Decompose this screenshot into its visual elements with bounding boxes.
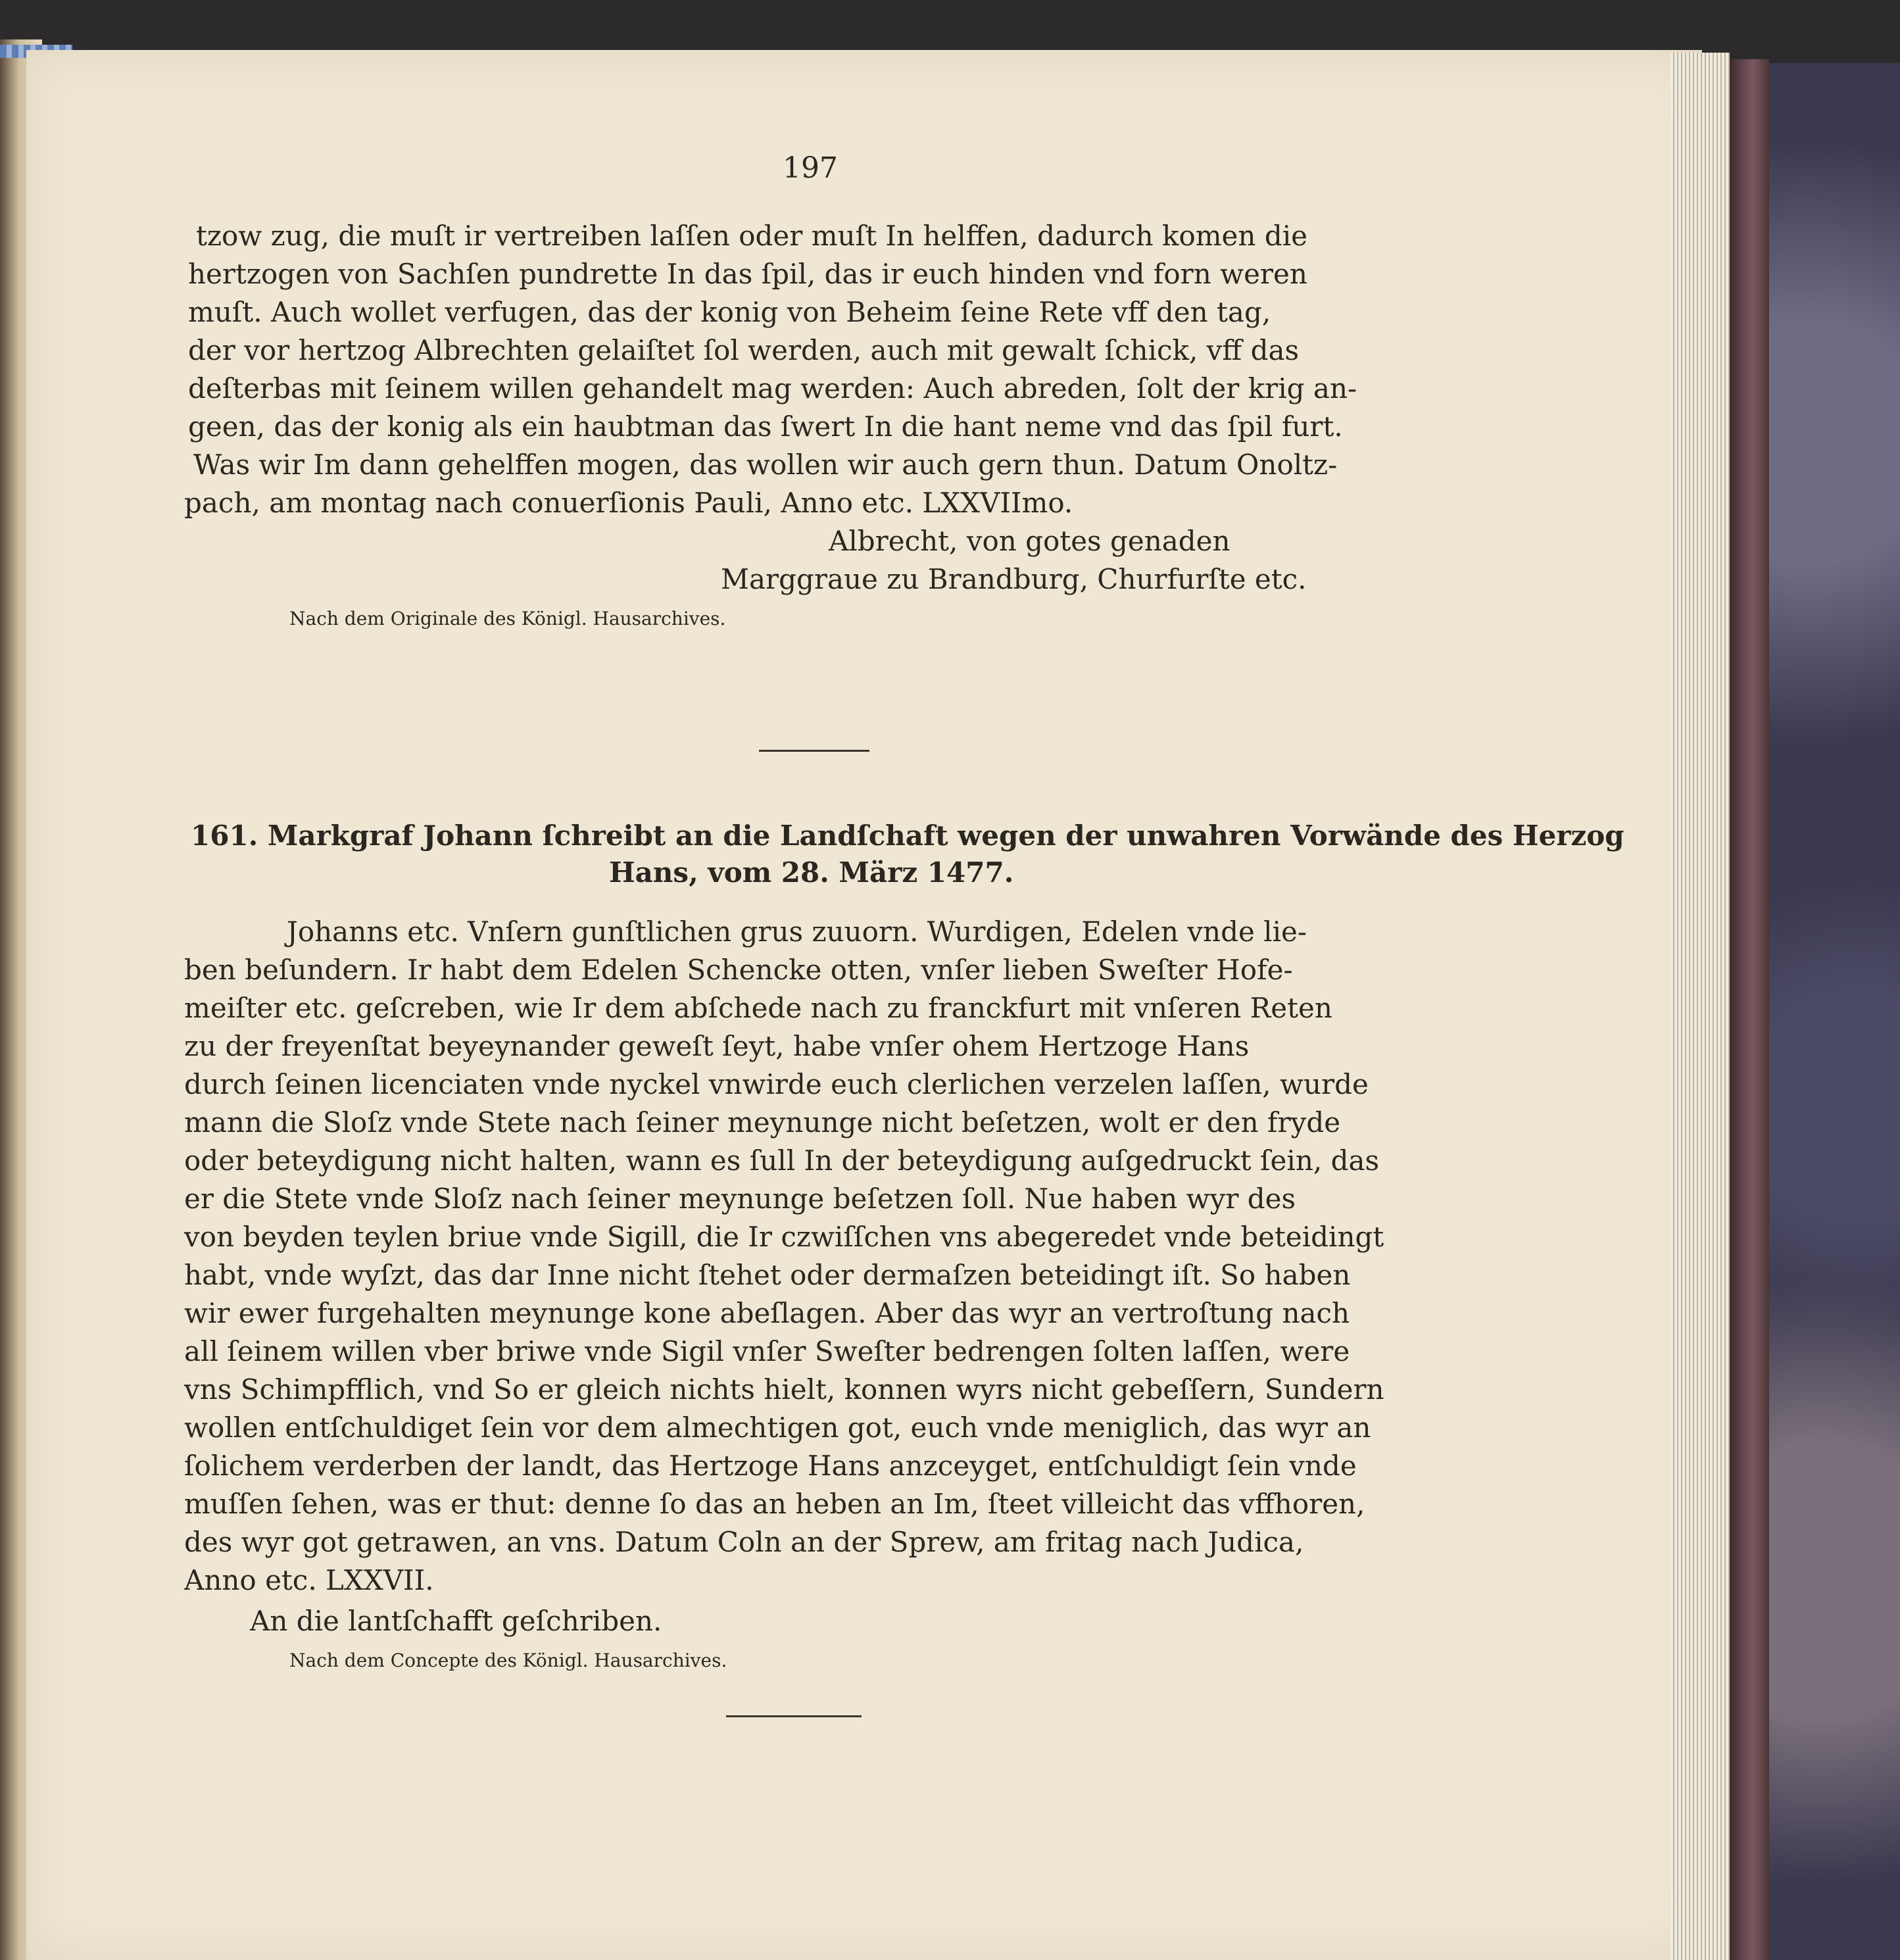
doc2-line: von beyden teylen briue vnde Sigill, die Ir czwiſſchen vns abegeredet vnde beteidingt [184, 1221, 1384, 1253]
doc1-line: pach, am montag nach conuerſionis Pauli, Anno etc. LXXVIImo. [184, 487, 1073, 519]
doc2-line: wir ewer furgehalten meynunge kone abeſlagen. Aber das wyr an vertroſtung nach [184, 1297, 1350, 1329]
marbled-cover [1769, 63, 1900, 1960]
doc2-line: durch ſeinen licenciaten vnde nyckel vnwirde euch clerlichen verzelen laſſen, wurde [184, 1068, 1369, 1100]
doc2-source-note: Nach dem Concepte des Königl. Hausarchives. [289, 1650, 727, 1671]
doc1-source-note: Nach dem Originale des Königl. Hausarchives. [289, 608, 726, 629]
page-edges [1670, 53, 1730, 1960]
doc2-line: des wyr got getrawen, an vns. Datum Coln an der Sprew, am fritag nach Judica, [184, 1526, 1304, 1558]
doc2-line: Johanns etc. Vnſern gunſtlichen grus zuuorn. Wurdigen, Edelen vnde lie- [287, 916, 1307, 948]
doc1-line: muſt. Auch wollet verfugen, das der konig von Beheim ſeine Rete vff den tag, [188, 296, 1271, 328]
doc1-line: Was wir Im dann gehelffen mogen, das wollen wir auch gern thun. Datum Onoltz- [193, 449, 1338, 481]
doc1-line: geen, das der konig als ein haubtman das ſwert In die hant neme vnd das ſpil furt. [188, 410, 1343, 443]
doc2-line: Anno etc. LXXVII. [184, 1564, 434, 1596]
doc2-line: oder beteydigung nicht halten, wann es ſull In der beteydigung auſgedruckt ſein, das [184, 1144, 1380, 1177]
doc2-line: ben beſundern. Ir habt dem Edelen Schencke otten, vnſer lieben Sweſter Hofe- [184, 954, 1293, 986]
doc2-title-line-2: Hans, vom 28. März 1477. [609, 856, 1014, 889]
doc1-line: der vor hertzog Albrechten gelaiſtet ſol werden, auch mit gewalt ſchick, vff das [188, 334, 1300, 366]
doc2-line: all ſeinem willen vber briwe vnde Sigil vnſer Sweſter bedrengen ſolten laſſen, were [184, 1335, 1350, 1367]
doc2-line: zu der freyenſtat beyeynander geweſt ſeyt, habe vnſer ohem Hertzoge Hans [184, 1030, 1250, 1062]
section-divider-bottom [726, 1715, 862, 1717]
doc2-line: habt, vnde wyſzt, das dar Inne nicht ſtehet oder dermaſzen beteidingt iſt. So haben [184, 1259, 1351, 1291]
doc2-line: vns Schimpfflich, vnd So er gleich nichts hielt, konnen wyrs nicht gebeſſern, Sundern [184, 1373, 1384, 1406]
page-number: 197 [783, 151, 838, 185]
doc2-line: er die Stete vnde Sloſz nach ſeiner meynunge beſetzen ſoll. Nue haben wyr des [184, 1183, 1296, 1215]
signature-line-2: Marggraue zu Brandburg, Churfurſte etc. [721, 563, 1307, 595]
doc2-line: wollen entſchuldiget ſein vor dem almechtigen got, euch vnde meniglich, das wyr an [184, 1411, 1371, 1444]
signature-line-1: Albrecht, von gotes genaden [829, 525, 1230, 557]
doc1-line: deſterbas mit ſeinem willen gehandelt mag werden: Auch abreden, ſolt der krig an- [188, 372, 1357, 404]
doc1-line: hertzogen von Sachſen pundrette In das ſpil, das ir euch hinden vnd forn weren [188, 258, 1307, 290]
section-divider [759, 750, 869, 752]
doc2-line: muſſen ſehen, was er thut: denne ſo das an heben an Im, ſteet villeicht das vffhoren, [184, 1488, 1365, 1520]
doc2-title-line-1: 161. Markgraf Johann ſchreibt an die Landſchaft wegen der unwahren Vorwände des Herzog [191, 820, 1624, 852]
doc2-line: meiſter etc. geſcreben, wie Ir dem abſchede nach zu franckfurt mit vnſeren Reten [184, 992, 1332, 1024]
doc1-line: tzow zug, die muſt ir vertreiben laſſen oder muſt In helffen, dadurch komen die [196, 220, 1307, 252]
doc2-line: ſolichem verderben der landt, das Hertzoge Hans anzceyget, entſchuldigt ſein vnde [184, 1450, 1357, 1482]
book-spine-cover [1730, 59, 1769, 1960]
doc2-closing: An die lantſchafft geſchriben. [250, 1605, 662, 1637]
doc2-line: mann die Sloſz vnde Stete nach ſeiner meynunge nicht beſetzen, wolt er den fryde [184, 1106, 1341, 1139]
